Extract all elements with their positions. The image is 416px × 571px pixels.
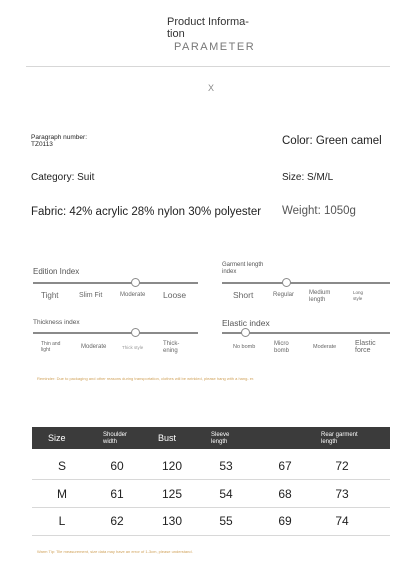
garment-length-option-medium: Medium length [309,290,331,303]
thickness-index-title: Thickness index [33,319,80,326]
thickness-option-thick: Thick style [122,345,144,350]
elastic-option-no-bomb: No bomb [233,344,256,350]
garment-length-option-long: Long style [353,290,364,301]
table-cell: 72 [335,459,349,473]
size-table-col-sleeve: Sleeve length [211,432,230,445]
table-cell: 69 [278,514,292,528]
thickness-option-thin: Thin and light [41,341,61,353]
table-cell: S [57,459,66,473]
edition-option-tight: Tight [41,291,59,300]
close-icon: X [208,83,215,93]
table-row-divider [32,507,390,508]
page-subtitle: PARAMETER [174,41,256,53]
title-line-1: Product Informa- [167,16,249,28]
edition-index-title: Edition Index [33,267,80,276]
edition-option-loose: Loose [163,290,187,300]
edition-index-track [33,282,198,284]
edition-index-marker [131,278,140,287]
paragraph-number-value: TZ0113 [31,141,53,148]
garment-length-title-line-2: index [222,269,237,275]
table-cell: 54 [219,487,233,501]
table-cell: 125 [161,487,183,501]
table-cell: 67 [278,459,292,473]
table-cell: 120 [161,459,183,473]
size-table-col-rear-length: Rear garment length [321,432,358,445]
weight-info: Weight: 1050g [282,205,356,217]
thickness-option-thickening: Thick-ening [163,341,180,354]
table-cell: 60 [110,459,124,473]
table-cell: 53 [219,459,233,473]
table-cell: 74 [335,514,349,528]
packaging-reminder: Reminder: Due to packaging and other reasons during transportation, clothes will be wrinkled, please hang with a hang- er. [37,376,255,381]
edition-option-moderate: Moderate [120,292,146,298]
garment-length-option-short: Short [233,290,254,300]
elastic-option-elastic-force: Elastic force [355,340,376,354]
size-table-col-bust: Bust [158,433,177,443]
table-cell: L [58,514,66,528]
size-table-col-shoulder: Shoulder width [103,432,128,445]
table-cell: 68 [278,487,292,501]
table-row-divider [32,535,390,536]
elastic-option-micro-bomb: Micro bomb [274,341,290,354]
thickness-index-marker [131,328,140,337]
table-cell: 130 [161,514,183,528]
size-info: Size: S/M/L [282,172,334,183]
garment-length-option-regular: Regular [273,292,295,298]
paragraph-number-label: Paragraph number: [31,134,88,141]
elastic-index-title: Elastic index [222,318,270,328]
header-divider [26,66,390,67]
category-info: Category: Suit [31,172,95,183]
fabric-info: Fabric: 42% acrylic 28% nylon 30% polyester [31,206,262,218]
elastic-index-marker [241,328,250,337]
measurement-tip: Warm Tip: Tile measurement, size data may have an error of 1-3cm, please understand. [37,549,193,554]
garment-length-track [222,282,390,284]
table-cell: 61 [110,487,124,501]
table-cell: 55 [219,514,233,528]
size-table-col-size: Size [48,433,66,443]
thickness-index-track [33,332,198,334]
edition-option-slim-fit: Slim Fit [79,292,103,299]
table-cell: M [57,487,67,501]
table-cell: 73 [335,487,349,501]
table-row-divider [32,479,390,480]
color-info: Color: Green camel [282,135,382,147]
thickness-option-moderate: Moderate [81,344,107,350]
elastic-option-moderate: Moderate [313,344,337,350]
table-cell: 62 [110,514,124,528]
title-line-2: tion [167,28,185,40]
garment-length-title-line-1: Garment length [222,262,264,268]
garment-length-marker [282,278,291,287]
